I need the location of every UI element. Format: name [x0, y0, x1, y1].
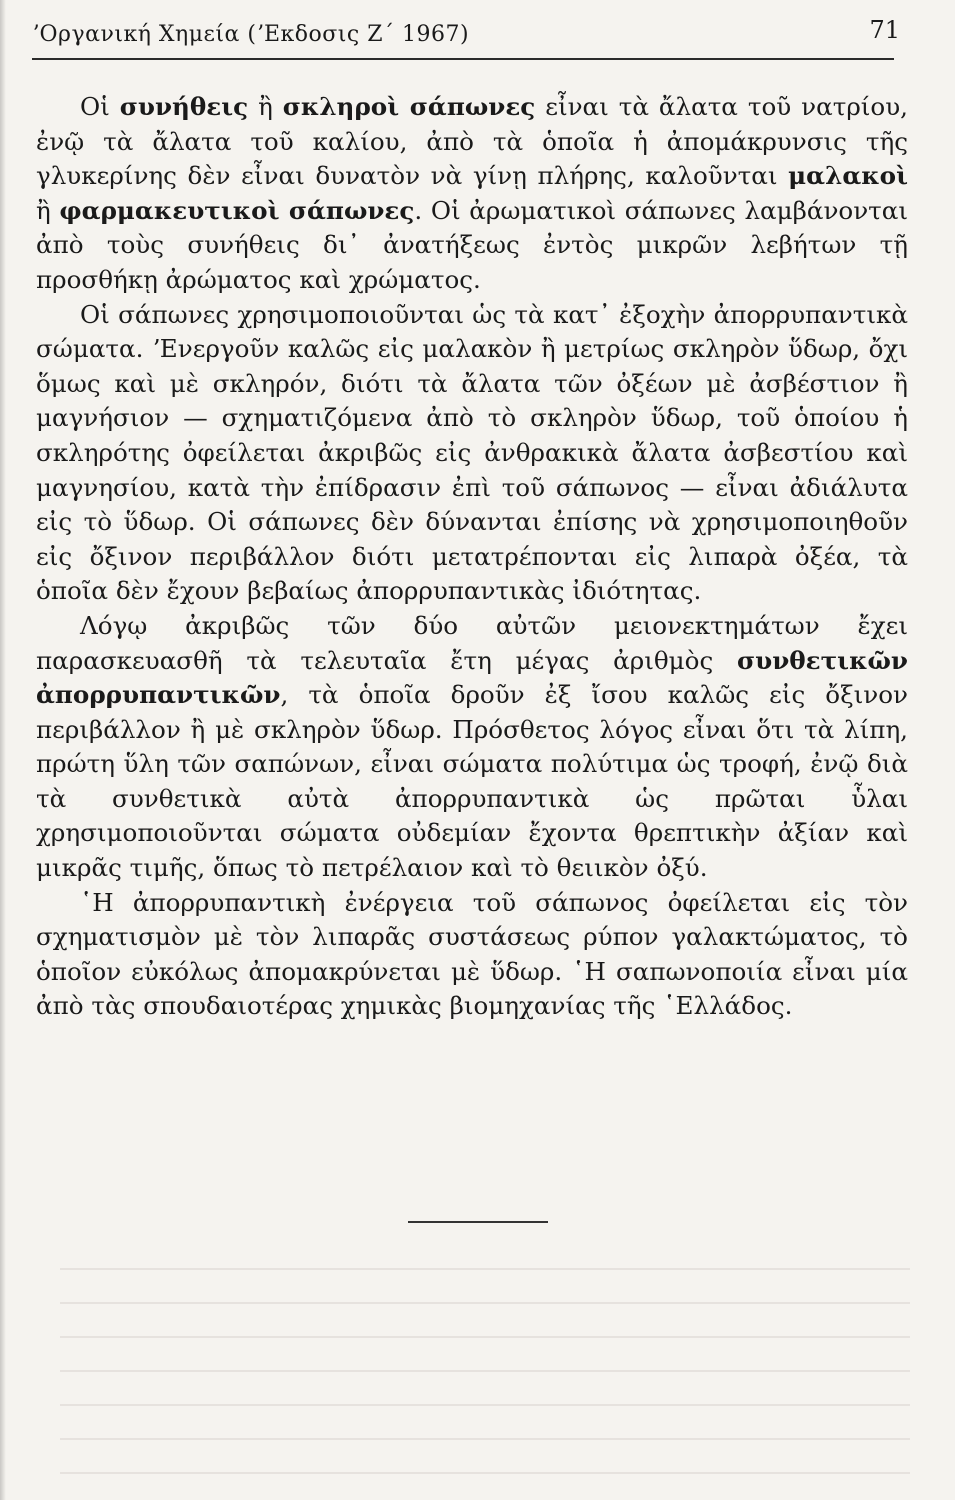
text-run: . Οἱ ἀρωματικοὶ σάπωνες λαμβάνονται ἀπὸ τοὺς συνήθεις δι᾿ ἀνατήξεως ἐντὸς μικρῶν λεβήτων τῇ προσθήκῃ ἀρώματος καὶ χρώματος.	[36, 195, 909, 294]
page-number: 71	[869, 16, 900, 44]
term-malakoi: μαλακοὶ	[788, 161, 908, 191]
body-text	[36, 90, 908, 1024]
text-run: ἢ	[36, 195, 60, 225]
show-through-line	[60, 1404, 910, 1406]
text-run: εἶναι τὰ ἄλατα τοῦ νατρίου, ἐνῷ τὰ ἄλατα τοῦ καλίου, ἀπὸ τὰ ὁποῖα ἡ ἀπομάκρυνσις τῆς γλυκερίνης δὲν εἶναι δυνατὸν νὰ γίνῃ πλήρης, καλοῦνται	[36, 92, 908, 191]
term-synitheis: συνήθεις	[119, 92, 249, 121]
show-through-line	[60, 1302, 910, 1304]
running-head	[32, 14, 900, 54]
paragraph-synthetic-detergents	[36, 609, 908, 886]
show-through-line	[60, 1472, 910, 1474]
paragraph-soap-types	[36, 90, 908, 298]
term-skliroi-sapones: σκληροὶ σάπωνες	[282, 92, 536, 121]
section-separator	[408, 1221, 548, 1223]
show-through-line	[60, 1268, 910, 1270]
paragraph-soap-usage: Οἱ σάπωνες χρησιμοποιοῦνται ὡς τὰ κατ᾿ ἐξοχὴν ἀπορρυπαντικὰ σώματα. ʼΕνεργοῦν καλῶς εἰς μαλακὸν ἢ μετρίως σκληρὸν ὕδωρ, ὄχι ὅμως καὶ μὲ σκληρόν, διότι τὰ ἄλατα τῶν ὀξέων μὲ ἀσβέστιον ἢ μαγνήσιον — σχηματιζόμενα ἀπὸ τὸ σκληρὸν ὕδωρ, τοῦ ὁποίου ἡ σκληρότης ὀφείλεται ἀκριβῶς εἰς ἀνθρακικὰ ἄλατα ἀσβεστίου καὶ μαγνησίου, κατὰ τὴν ἐπίδρασιν ἐπὶ τοῦ σάπωνος — εἶναι ἀδιάλυτα εἰς τὸ ὕδωρ. Οἱ σάπωνες δὲν δύνανται ἐπίσης νὰ χρησιμοποιηθοῦν εἰς ὄξινον περιβάλλον διότι μετατρέπονται εἰς λιπαρὰ ὀξέα, τὰ ὁποῖα δὲν ἔχουν βεβαίως ἀπορρυπαντικὰς ἰδιότητας.	[36, 299, 908, 606]
running-title: ʼΟργανική Χημεία (ʼΕκδοσις Ζ΄ 1967)	[32, 22, 470, 47]
text-run: ἢ	[248, 92, 283, 121]
text-run: Λόγῳ ἀκριβῶς τῶν δύο αὐτῶν μειονεκτημάτων ἔχει παρασκευασθῆ τὰ τελευταῖα ἔτη μέγας ἀριθμὸς	[36, 610, 908, 675]
show-through-line	[60, 1336, 910, 1338]
show-through-line	[60, 1438, 910, 1440]
text-run: Οἱ	[80, 92, 120, 121]
show-through-line	[60, 1370, 910, 1372]
text-run: , τὰ ὁποῖα δροῦν ἐξ ἴσου καλῶς εἰς ὄξινον περιβάλλον ἢ μὲ σκληρὸν ὕδωρ. Πρόσθετος λόγος εἶναι ὅτι τὰ λίπη, πρώτη ὕλη τῶν σαπώνων, εἶναι σώματα πολύτιμα ὡς τροφή, ἐνῷ διὰ τὰ συνθετικὰ αὐτὰ ἀπορρυπαντικὰ ὡς πρῶται ὗλαι χρησιμοποιοῦνται σώματα οὐδεμίαν ἔχοντα θρεπτικὴν ἀξίαν καὶ μικρᾶς τιμῆς, ὅπως τὸ πετρέλαιον καὶ τὸ θειικὸν ὀξύ.	[36, 680, 908, 883]
header-rule	[32, 58, 894, 60]
page-edge-shadow	[0, 0, 6, 1500]
term-farmakeftikoi-sapones: φαρμακευτικοὶ σάπωνες	[59, 195, 415, 225]
term-synthetic-detergents: συνθετικῶν ἀπορρυπαντικῶν	[36, 645, 908, 710]
paragraph-detergent-action: ῾Η ἀπορρυπαντικὴ ἐνέργεια τοῦ σάπωνος ὀφείλεται εἰς τὸν σχηματισμὸν μὲ τὸν λιπαρᾶς συστάσεως ρύπον γαλακτώματος, τὸ ὁποῖον εὐκόλως ἀπομακρύνεται μὲ ὕδωρ. ῾Η σαπωνοποιία εἶναι μία ἀπὸ τὰς σπουδαιοτέρας χημικὰς βιομηχανίας τῆς ῾Ελλάδος.	[36, 887, 908, 1021]
